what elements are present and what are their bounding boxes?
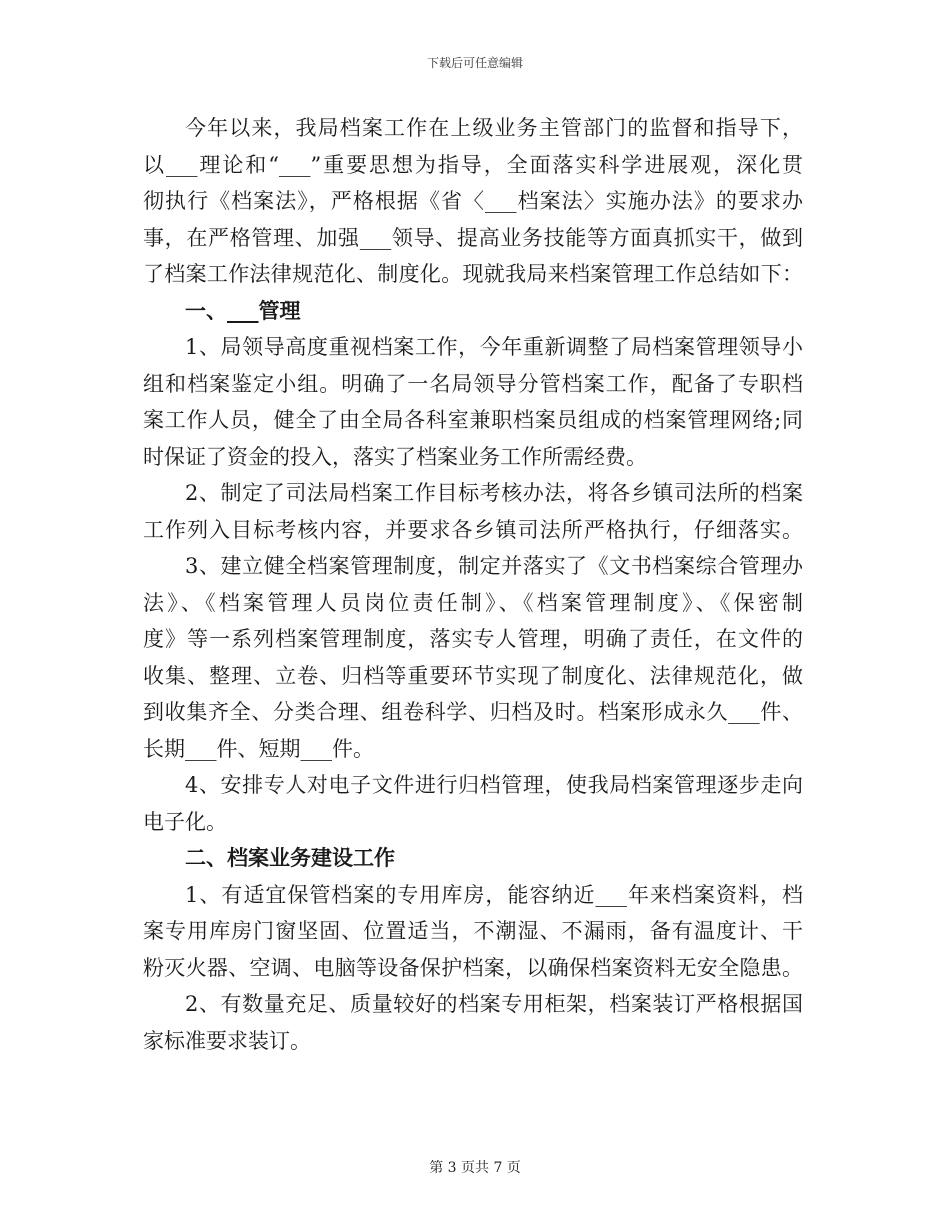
paragraph-line: 收集、整理、立卷、归档等重要环节实现了制度化、法律规范化，做 <box>143 663 803 688</box>
paragraph-line: 电子化。 <box>143 809 227 834</box>
page-number: 第 3 页共 7 页 <box>429 1160 521 1176</box>
paragraph-line: 度》等一系列档案管理制度，落实专人管理，明确了责任，在文件的 <box>143 627 803 651</box>
paragraph-line: 2、有数量充足、质量较好的档案专用柜架，档案装订严格根据国 <box>185 992 803 1016</box>
section-heading: 二、档案业务建设工作 <box>185 845 395 870</box>
document-body <box>143 110 803 1059</box>
paragraph-line: 到收集齐全、分类合理、组卷科学、归档及时。档案形成永久___件、 <box>143 700 803 724</box>
page-header-note: 下载后可任意编辑 <box>426 56 523 70</box>
paragraph-line: 工作列入目标考核内容，并要求各乡镇司法所严格执行，仔细落实。 <box>143 517 803 542</box>
paragraph-line: 4、安排专人对电子文件进行归档管理，使我局档案管理逐步走向 <box>185 773 803 797</box>
paragraph-line: 法》、《档案管理人员岗位责任制》、《档案管理制度》、《保密制 <box>143 590 803 615</box>
paragraph-line: 了档案工作法律规范化、制度化。现就我局来档案管理工作总结如下： <box>143 262 803 286</box>
paragraph-line: 1、局领导高度重视档案工作，今年重新调整了局档案管理领导小 <box>185 335 803 359</box>
paragraph-line: 案专用库房门窗坚固、位置适当，不潮湿、不漏雨，备有温度计、干 <box>143 919 803 943</box>
paragraph-line: 2、制定了司法局档案工作目标考核办法，将各乡镇司法所的档案 <box>185 481 803 505</box>
paragraph-line: 以___理论和“___”重要思想为指导，全面落实科学进展观，深化贯 <box>143 152 803 177</box>
paragraph-line: 3、建立健全档案管理制度，制定并落实了《文书档案综合管理办 <box>185 554 803 578</box>
paragraph-line: 事，在严格管理、加强___领导、提高业务技能等方面真抓实干，做到 <box>143 225 803 250</box>
paragraph-line: 粉灭火器、空调、电脑等设备保护档案，以确保档案资料无安全隐患。 <box>143 955 803 980</box>
paragraph-line: 组和档案鉴定小组。明确了一名局领导分管档案工作，配备了专职档 <box>143 371 803 396</box>
paragraph-line: 今年以来，我局档案工作在上级业务主管部门的监督和指导下， <box>185 116 803 140</box>
paragraph-line: 彻执行《档案法》，严格根据《省〈___档案法〉实施办法》的要求办 <box>143 189 803 213</box>
paragraph-line: 家标准要求装订。 <box>143 1028 311 1053</box>
section-heading: 一、___管理 <box>185 297 301 323</box>
paragraph-line: 1、有适宜保管档案的专用库房，能容纳近___年来档案资料，档 <box>185 882 803 907</box>
paragraph-line: 案工作人员，健全了由全局各科室兼职档案员组成的档案管理网络;同 <box>143 408 803 432</box>
paragraph-line: 时保证了资金的投入，落实了档案业务工作所需经费。 <box>143 444 647 469</box>
paragraph-line: 长期___件、短期___件。 <box>143 736 374 761</box>
